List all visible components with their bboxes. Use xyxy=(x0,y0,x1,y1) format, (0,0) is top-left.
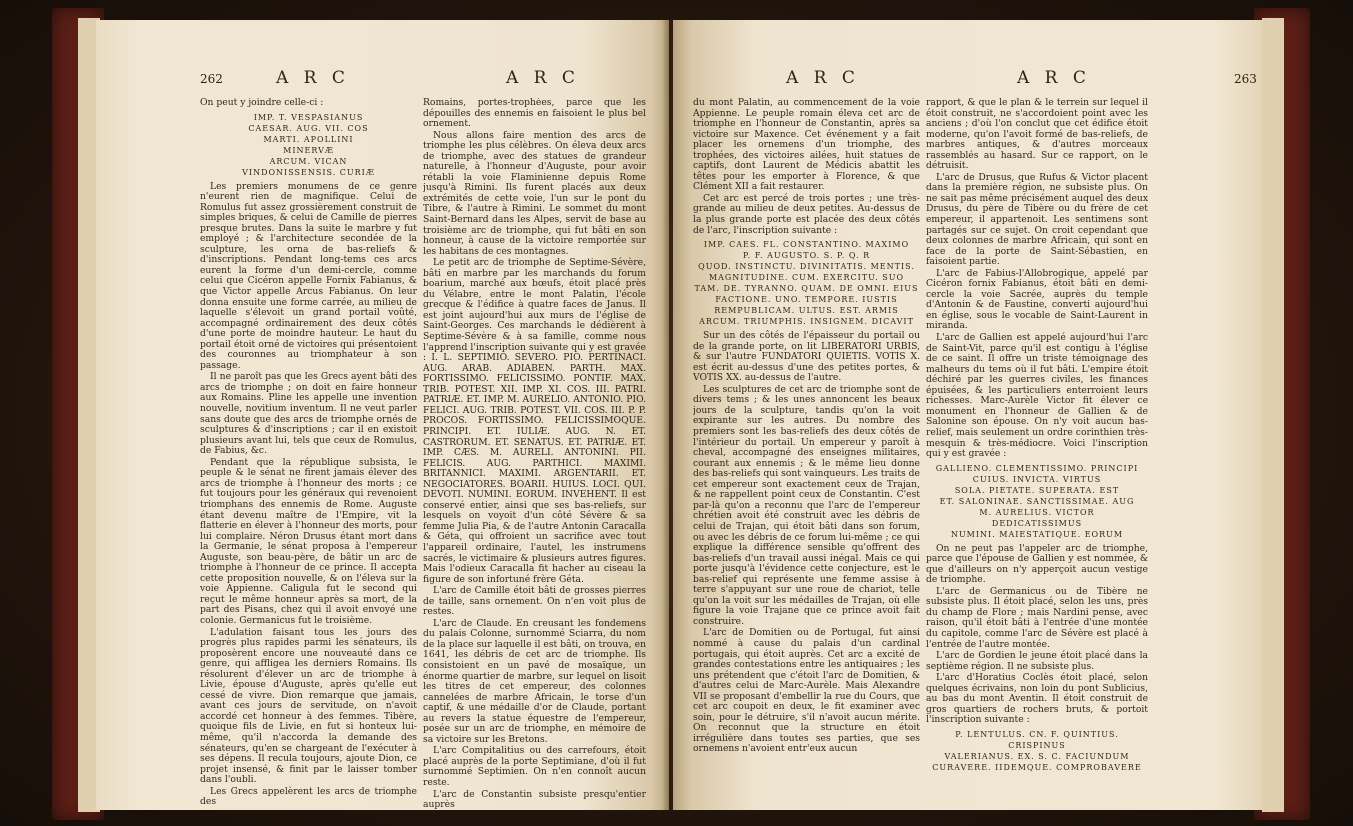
inscription-line: ARCUM. TRIUMPHIS. INSIGNEM. DICAVIT xyxy=(699,317,914,327)
inscription-line: VINDONISSENSIS. CURIÆ xyxy=(242,167,375,177)
paragraph: L'arc Compitalitius ou des carrefours, étoit placé auprès de la porte Septimiane, d'où il fut surnommé Septimien. On n'en connoît aucun reste. xyxy=(423,745,646,788)
inscription-line: SOLA. PIETATE. SUPERATA. EST xyxy=(954,485,1120,495)
paragraph: rapport, & que le plan & le terrein sur lequel il étoit construit, ne s'accordoient point avec les anciens ; d'où l'on conclut que cet édifice étoit moderne, qu'on l'avoit formé de bas-reliefs, de marbres antiques, & d'autres morceaux rassemblés au hasard. Sur ce rapport, on le détruisit. xyxy=(926,98,1148,172)
paragraph: L'arc de Camille étoit bâti de grosses pierres de taille, sans ornement. On n'en voit plus de restes. xyxy=(423,585,646,618)
paragraph: du mont Palatin, au commencement de la voie Appienne. Le peuple romain éleva cet arc de triomphe en l'honneur de Constantin, après sa victoire sur Maxence. Cet événement y a fait placer les ornemens d'un triomphe, des trophées, des victoires ailées, huit statues de captifs, dont Laurent de Médicis abattit les têtes pour les emporter à Florence, & que Clément XII a fait restaurer. xyxy=(693,98,920,193)
paragraph: L'arc de Germanicus ou de Tibère ne subsiste plus. Il étoit placé, selon les uns, près du champ de Flore ; mais Nardini pense, avec raison, qu'il étoit bâti à l'entrée d'une montée du capitole, comme l'arc de Sévère est placé à l'entrée de l'autre montée. xyxy=(926,585,1148,650)
inscription-line: CAESAR. AUG. VII. COS xyxy=(248,123,369,133)
paragraph: L'arc de Gallien est appelé aujourd'hui l'arc de Saint-Vit, parce qu'il est contigu à l'église de ce saint. Il offre un triste témoignage des malheurs du tems où il fut bâti. L'empire étoit déchiré par les guerres civiles, les finances épuisées, & les particuliers enterroient leurs richesses. Marc-Aurèle Victor fit élever ce monument en l'honneur de Gallien & de Salonine son épouse. On n'y voit aucun bas-relief, mais seulement un ordre corinthien très-mesquin & très-médiocre. Voici l'inscription qui y est gravée : xyxy=(926,332,1148,460)
inscription-line: FACTIONE. UNO. TEMPORE. IUSTIS xyxy=(715,295,898,305)
text-column xyxy=(423,98,646,810)
paragraph: Les sculptures de cet arc de triomphe sont de divers tems ; & les unes annoncent les beaux jours de la sculpture, tandis qu'on la voit expirante sur les autres. Du nombre des premiers sont les bas-reliefs des deux côtés de l'intérieur du portail. Un empereur y paroît à cheval, accompagné des enseignes militaires, courant aux ennemis ; & le même lieu donne des bas-reliefs qui sont vainqueurs. Les traits de cet empereur sont exactement ceux de Trajan, & ne rappellent point ceux de Constantin. C'est par-là qu'on a reconnu que l'arc de l'empereur chrétien avoit été construit avec les débris de celui de Trajan, qui étoit bâti dans son forum, ou avec les débris de ce forum lui-même ; ce qui explique la différence sensible qu'offrent des bas-reliefs d'un travail aussi inégal. Mais ce qui porte jusqu'à l'évidence cette conjecture, est le bas-relief qui représente une femme assise à terre s'appuyant sur une roue de chariot, telle qu'on la voit sur les médailles de Trajan, où elle figure la voie Trajane que ce prince avoit fait construire. xyxy=(693,383,920,627)
inscription-line: ET. SALONINAE. SANCTISSIMAE. AUG xyxy=(939,496,1135,506)
paragraph: L'arc de Domitien ou de Portugal, fut ainsi nommé à cause du palais d'un cardinal portugais, qui étoit auprès. Cet arc a excité de grandes contestations entre les antiquaires ; les uns prétendent que c'étoit l'arc de Domitien, & d'autres celui de Marc-Aurèle. Mais Alexandre VII se proposant d'embellir la rue du Cours, que cet arc coupoit en deux, le fit examiner avec soin, pour le détruire, s'il n'avoit aucun mérite. On reconnut que la structure en étoit irrégulière dans toutes ses parties, que ses ornemens n'avoient entr'eux aucun xyxy=(693,627,920,755)
inscription-line: CUIUS. INVICTA. VIRTUS xyxy=(972,474,1102,484)
inscription-line: P. F. AUGUSTO. S. P. Q. R xyxy=(742,251,871,261)
paragraph: L'adulation faisant tous les jours des progrès plus rapides parmi les sénateurs, ils proposèrent encore une nouveauté dans ce genre, qui affligea les derniers Romains. Ils résolurent d'élever un arc de triomphe à Livie, épouse d'Auguste, après qu'elle eut cessé de vivre. Dion remarque que jamais, avant ces jours de servitude, on n'avoit accordé cet honneur à des femmes. Tibère, quoique fils de Livie, en fut si honteux lui-même, qu'il n'accorda la demande des sénateurs, qu'en se chargeant de l'exécuter à ses dépens. Il recula toujours, ajoute Dion, ce projet insensé, & finit par le laisser tomber dans l'oubli. xyxy=(200,626,417,786)
inscription xyxy=(693,239,920,327)
inscription-line: QUOD. INSTINCTU. DIVINITATIS. MENTIS. xyxy=(698,262,915,272)
paragraph: Les Grecs appelèrent les arcs de triomphe des xyxy=(200,785,417,808)
left-page xyxy=(96,20,669,810)
paragraph: L'arc de Claude. En creusant les fondemens du palais Colonne, surnommé Sciarra, du nom de la place sur laquelle il est bâti, on trouva, en 1641, les débris de cet arc de triomphe. Ils consistoient en un pavé de mosaïque, un énorme quartier de marbre, sur lequel on lisoit les titres de cet empereur, des colonnes cannelées de marbre Africain, le torse d'un captif, & une médaille d'or de Claude, portant au revers la statue équestre de l'empereur, posée sur un arc de triomphe, en mémoire de sa victoire sur les Bretons. xyxy=(423,617,646,745)
running-head: A R C xyxy=(506,68,580,88)
inscription-line: CURAVERE. IIDEMQUE. COMPROBAVERE xyxy=(932,762,1142,772)
page-edges-right xyxy=(1262,18,1284,812)
inscription-line: IMP. CAES. FL. CONSTANTINO. MAXIMO xyxy=(703,240,910,250)
inscription-line: GALLIENO. CLEMENTISSIMO. PRINCIPI xyxy=(935,463,1139,473)
inscription xyxy=(926,729,1148,773)
paragraph: Nous allons faire mention des arcs de triomphe les plus célèbres. On éleva deux arcs de triomphe, avec des statues de grandeur naturelle, à l'honneur d'Auguste, pour avoir rétabli la voie Flaminienne depuis Rome jusqu'à Rimini. Ils furent placés aux deux extrémités de cette voie, l'un sur le pont du Tibre, & l'autre à Rimini. Le sommet du mont Saint-Bernard dans les Alpes, servit de base au troisième arc de triomphe, qui fut bâti en son honneur, à cause de la victoire remportée sur les habitans de ces montagnes. xyxy=(423,129,646,257)
text-column xyxy=(200,98,417,810)
right-page xyxy=(673,20,1262,810)
paragraph: L'arc de Drusus, que Rufus & Victor placent dans la première région, ne subsiste plus. On ne sait pas même précisément auquel des deux Drusus, du père de Tibère ou du frère de cet empereur, il appartenoit. Les sentimens sont partagés sur ce sujet. On croit cependant que deux colonnes de marbre Africain, qui sont en face de la porte de Saint-Sébastien, en faisoient partie. xyxy=(926,171,1148,268)
inscription-line: NUMINI. MAIESTATIQUE. EORUM xyxy=(950,529,1124,539)
inscription-line: TAM. DE. TYRANNO. QUAM. DE OMNI. EIUS xyxy=(694,284,919,294)
inscription-line: P. LENTULUS. CN. F. QUINTIUS. CRISPINUS xyxy=(955,729,1119,750)
paragraph: Il ne paroît pas que les Grecs ayent bâti des arcs de triomphe ; on doit en faire honneur aux Romains. Pline les appelle une invention nouvelle, novitium inventum. Il ne veut parler sans doute que des arcs de triomphe ornés de sculptures & d'inscriptions ; car il en existoit plusieurs avant lui, tels que ceux de Romulus, de Fabius, &c. xyxy=(200,371,417,457)
paragraph: L'arc d'Horatius Coclès étoit placé, selon quelques écrivains, non loin du pont Sublicius, au bas du mont Aventin. Il étoit construit de gros quartiers de rochers bruts, & portoit l'inscription suivante : xyxy=(926,672,1148,726)
inscription-line: DEDICATISSIMUS xyxy=(991,518,1083,528)
paragraph: Cet arc est percé de trois portes ; une très-grande au milieu de deux petites. Au-dessus de la plus grande porte est placée des deux côtés de l'arc, l'inscription suivante : xyxy=(693,192,920,236)
paragraph: Le petit arc de triomphe de Septime-Sévère, bâti en marbre par les marchands du forum boarium, marché aux bœufs, étoit placé près du Vélabre, entre le mont Palatin, l'école grecque & l'édifice à quatre faces de Janus. Il est joint aujourd'hui aux murs de l'église de Saint-Georges. Ces marchands le dédièrent à Septime-Sévère & à sa famille, comme nous l'apprend l'inscription suivante qui y est gravée : I. L. SEPTIMIO. SEVERO. PIO. PERTINACI. AUG. ARAB. ADIABEN. PARTH. MAX. FORTISSIMO. FELICISSIMO. PONTIF. MAX. TRIB. POTEST. XII. IMP. XI. COS. III. PATRI. PATRIÆ. ET. IMP. M. AURELIO. ANTONIO. PIO. FELICI. AUG. TRIB. POTEST. VII. COS. III. P. P. PROCOS. FORTISSIMO. FELICISSIMOQUE. PRINCIPI. ET. IULIÆ. AUG. N. ET. CASTRORUM. ET. SENATUS. ET. PATRIÆ. ET. IMP. CÆS. M. AURELI. ANTONINI. PII. FELICIS. AUG. PARTHICI. MAXIMI. BRITANNICI. MAXIMI. ARGENTARII. ET. NEGOCIATORES. BOARII. HUIUS. LOCI. QUI. DEVOTI. NUMINI. EORUM. INVEHENT. Il est conservé entier, ainsi que ses bas-reliefs, sur lesquels on voyoit d'un côté Sévère & sa femme Julia Pia, & de l'autre Antonin Caracalla & Géta, qui offroient un sacrifice avec tout l'appareil ordinaire, l'autel, les instrumens sacrés, le victimaire & plusieurs autres figures. Mais l'odieux Caracalla fit hacher au ciseau la figure de son infortuné frère Géta. xyxy=(423,257,646,585)
inscription-line: ARCUM. VICAN xyxy=(269,156,348,166)
inscription-line: MAGNITUDINE. CUM. EXERCITU. SUO xyxy=(708,273,905,283)
paragraph: On ne peut pas l'appeler arc de triomphe, parce que l'épouse de Gallien y est nommée, & que d'ailleurs on n'y apperçoit aucun vestige de triomphe. xyxy=(926,542,1148,586)
running-head: A R C xyxy=(786,68,860,88)
inscription-line: M. AURELIUS. VICTOR xyxy=(979,507,1095,517)
paragraph: Pendant que la république subsista, le peuple & le sénat ne firent jamais élever des arcs de triomphe à l'honneur des morts ; ce fut toujours pour les généraux qui revenoient triomphans des ennemis de Rome. Auguste étant devenu maître de l'Empire, vit la flatterie en élever à l'honneur des morts, pour lui complaire. Néron Drusus étant mort dans la Germanie, le sénat proposa à l'empereur Auguste, son beau-père, de bâtir un arc de triomphe à l'honneur de ce prince. Il accepta cette proposition nouvelle, & on l'éleva sur la voie Appienne. Caligula fut le second qui reçut le même honneur après sa mort, de la part des Pisans, chez qui il avoit envoyé une colonie. Germanicus fut le troisième. xyxy=(200,456,417,626)
running-head: A R C xyxy=(1017,68,1091,88)
paragraph: L'arc de Gordien le jeune étoit placé dans la septième région. Il ne subsiste plus. xyxy=(926,650,1148,672)
inscription xyxy=(200,112,417,178)
inscription-line: VALERIANUS. EX. S. C. FACIUNDUM xyxy=(944,751,1130,761)
running-head: A R C xyxy=(276,68,350,88)
text-column xyxy=(693,98,920,810)
inscription-line: MARTI. APOLLINI xyxy=(263,134,354,144)
paragraph: Sur un des côtés de l'épaisseur du portail ou de la grande porte, on lit LIBERATORI URBIS, & sur l'autre FUNDATORI QUIETIS. VOTIS X. est écrit au-dessus d'une des petites portes, & VOTIS XX. au-dessus de l'autre. xyxy=(693,330,920,384)
paragraph: Les premiers monumens de ce genre n'eurent rien de magnifique. Celui de Romulus fut assez grossièrement construit de simples briques, & celui de Camille de pierres presque brutes. Dans la suite le marbre y fut employé ; & l'architecture secondée de la sculpture, les orna de bas-reliefs & d'inscriptions. Pendant long-tems ces arcs eurent la forme d'un demi-cercle, comme celui que Cicéron appelle Fornix Fabianus, & que Victor appelle Arcus Fabianus. On leur donna ensuite une forme carrée, au milieu de laquelle s'élevoit un grand portail voûté, accompagné ordinairement des deux côtés d'une porte de moindre hauteur. Le haut du portail étoit orné de victoires qui présentoient des couronnes au triomphateur à son passage. xyxy=(200,180,417,371)
paragraph: Romains, portes-trophées, parce que les dépouilles des ennemis en faisoient le plus bel ornement. xyxy=(423,98,646,130)
text-column xyxy=(926,98,1148,810)
paragraph: On peut y joindre celle-ci : xyxy=(200,98,324,108)
paragraph: L'arc de Fabius-l'Allobrogique, appelé par Cicéron fornix Fabianus, étoit bâti en demi-cercle la voie Sacrée, auprès du temple d'Antonin & de Faustine, converti aujourd'hui en église, sous le vocable de Saint-Laurent in miranda. xyxy=(926,267,1148,332)
paragraph: L'arc de Constantin subsiste presqu'entier auprès xyxy=(423,788,646,810)
page-number: 262 xyxy=(200,72,223,86)
inscription xyxy=(926,463,1148,540)
inscription-line: REMPUBLICAM. ULTUS. EST. ARMIS xyxy=(714,306,899,316)
inscription-line: IMP. T. VESPASIANUS xyxy=(253,112,364,122)
inscription-line: MINERVÆ xyxy=(283,145,334,155)
page-number: 263 xyxy=(1234,72,1257,86)
